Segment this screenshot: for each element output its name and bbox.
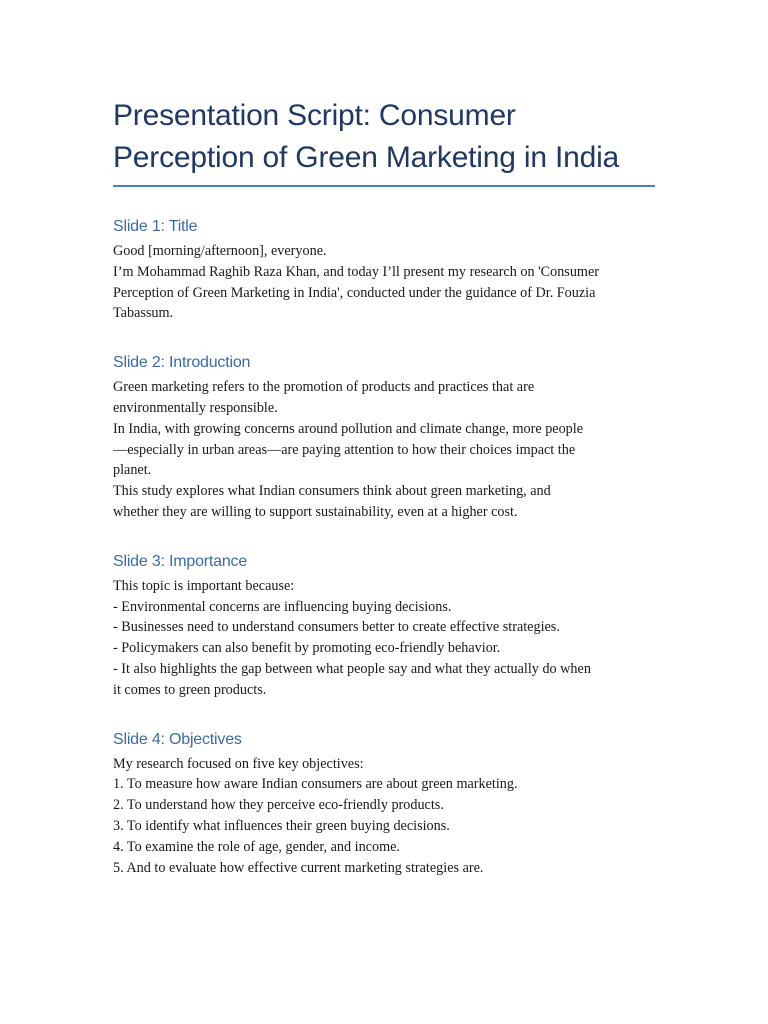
paragraph-line: whether they are willing to support sustainability, even at a higher cost. — [113, 503, 518, 520]
section-slide-1 — [113, 216, 655, 324]
numbered-list-item: 1. To measure how aware Indian consumers are about green marketing. — [113, 776, 518, 793]
bullet-line: - Businesses need to understand consumers better to create effective strategies. — [113, 619, 560, 636]
document-page — [113, 0, 655, 878]
paragraph-line: environmentally responsible. — [113, 399, 278, 416]
title-underline-divider — [113, 185, 655, 187]
paragraph-line: I’m Mohammad Raghib Raza Khan, and today I’ll present my research on 'Consumer — [113, 263, 599, 280]
bullet-line: - Environmental concerns are influencing buying decisions. — [113, 598, 452, 615]
paragraph-line: —especially in urban areas—are paying attention to how their choices impact the — [113, 441, 576, 458]
section-heading: Slide 4: Objectives — [113, 730, 242, 748]
paragraph-line: Green marketing refers to the promotion of products and practices that are — [113, 379, 535, 396]
section-heading: Slide 1: Title — [113, 218, 198, 235]
bullet-line: - It also highlights the gap between what people say and what they actually do when — [113, 660, 591, 677]
section-heading: Slide 2: Introduction — [113, 354, 251, 372]
numbered-list-item: 3. To identify what influences their green buying decisions. — [113, 817, 450, 834]
paragraph-line: Perception of Green Marketing in India', conducted under the guidance of Dr. Fouzia — [113, 284, 596, 301]
paragraph-line: This topic is important because: — [113, 577, 295, 594]
document-title — [113, 0, 655, 179]
paragraph-line: My research focused on five key objectives: — [113, 755, 364, 772]
numbered-list-item: 5. And to evaluate how effective current marketing strategies are. — [113, 859, 484, 876]
section-slide-4 — [113, 729, 655, 879]
document-title-line: Presentation Script: Consumer — [113, 99, 516, 132]
paragraph-line: In India, with growing concerns around pollution and climate change, more people — [113, 420, 584, 437]
section-heading: Slide 3: Importance — [113, 552, 248, 570]
numbered-list-item: 2. To understand how they perceive eco-friendly products. — [113, 797, 444, 814]
bullet-line: - Policymakers can also benefit by promoting eco-friendly behavior. — [113, 640, 501, 657]
bullet-line-continuation: it comes to green products. — [113, 681, 267, 698]
paragraph-line: planet. — [113, 462, 152, 479]
paragraph-line: Good [morning/afternoon], everyone. — [113, 243, 327, 259]
paragraph-line: This study explores what Indian consumers think about green marketing, and — [113, 483, 551, 500]
numbered-list-item: 4. To examine the role of age, gender, and income. — [113, 838, 400, 855]
document-title-line: Perception of Green Marketing in India — [113, 141, 620, 174]
section-slide-2 — [113, 352, 655, 523]
section-slide-3 — [113, 551, 655, 701]
paragraph-line: Tabassum. — [113, 305, 174, 322]
